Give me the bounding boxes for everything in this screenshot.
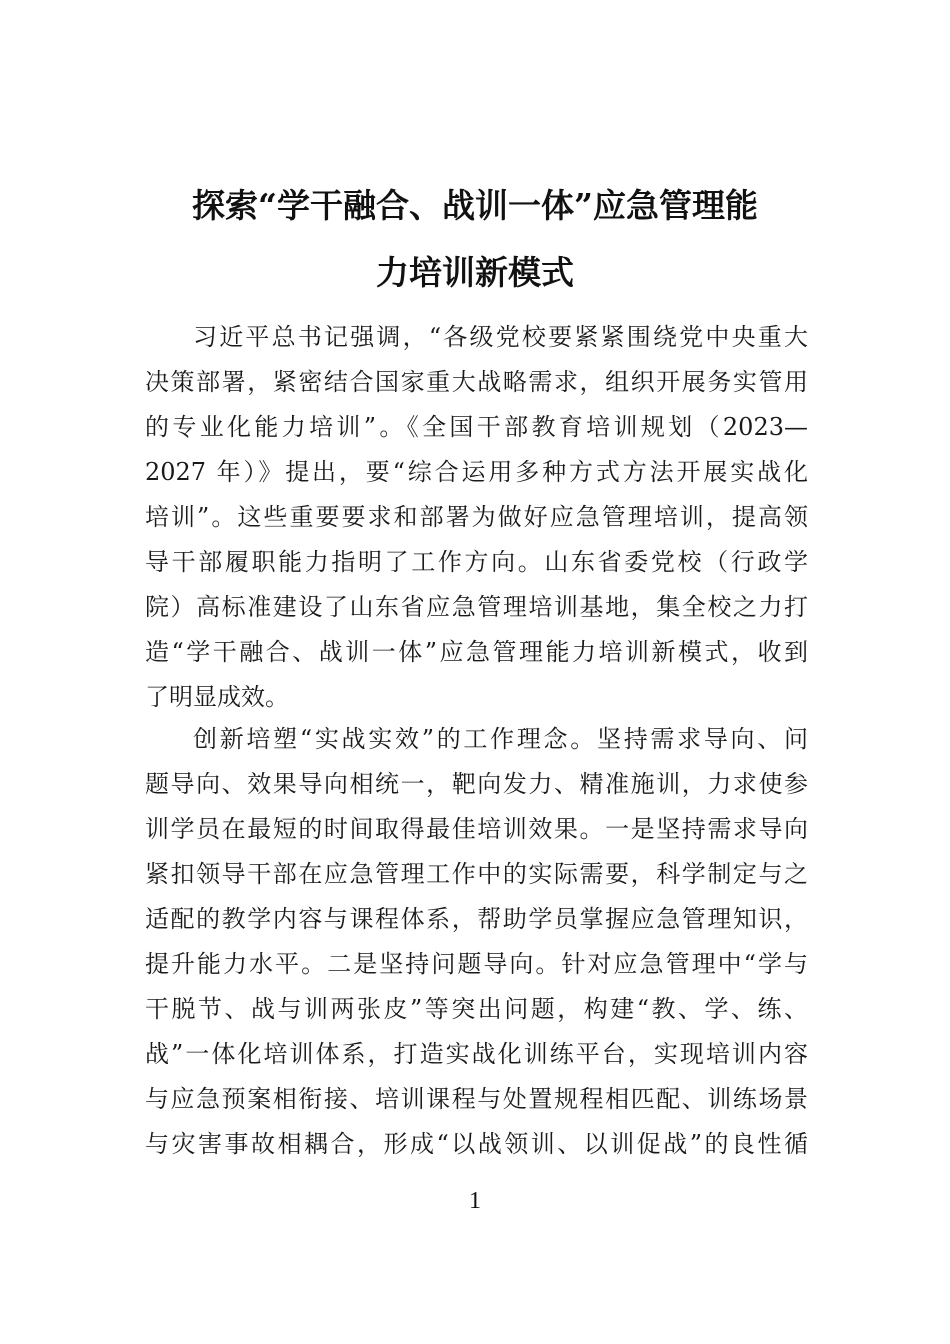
text-line: 习近平总书记强调，“各级党校要紧紧围绕党中央重大	[193, 323, 808, 351]
page-number: 1	[469, 1188, 481, 1214]
text-line: 与灾害事故相耦合，形成“以战领训、以训促战”的良性循	[145, 1130, 808, 1158]
text-line: 造“学干融合、战训一体”应急管理能力培训新模式，收到	[145, 638, 808, 666]
text-line: 与应急预案相衔接、培训课程与处置规程相匹配、训练场景	[145, 1085, 808, 1113]
document-title-line-2: 力培训新模式	[376, 253, 574, 292]
text-line: 导干部履职能力指明了工作方向。山东省委党校（行政学	[145, 548, 808, 576]
text-line: 干脱节、战与训两张皮”等突出问题，构建“教、学、练、	[145, 995, 808, 1023]
text-line: 2027 年）》提出，要“综合运用多种方式方法开展实战化	[145, 458, 808, 486]
text-line: 战”一体化培训体系，打造实战化训练平台，实现培训内容	[145, 1040, 808, 1068]
text-line: 紧扣领导干部在应急管理工作中的实际需要，科学制定与之	[145, 860, 808, 888]
text-line: 培训”。这些重要要求和部署为做好应急管理培训，提高领	[145, 503, 808, 531]
text-line: 决策部署，紧密结合国家重大战略需求，组织开展务实管用	[145, 368, 808, 396]
text-line: 院）高标准建设了山东省应急管理培训基地，集全校之力打	[145, 593, 808, 621]
text-line: 创新培塑“实战实效”的工作理念。坚持需求导向、问	[193, 725, 808, 753]
text-line: 提升能力水平。二是坚持问题导向。针对应急管理中“学与	[145, 950, 808, 978]
text-line: 了明显成效。	[145, 683, 289, 711]
text-line: 训学员在最短的时间取得最佳培训效果。一是坚持需求导向	[145, 815, 808, 843]
text-line: 适配的教学内容与课程体系，帮助学员掌握应急管理知识，	[145, 905, 808, 933]
text-line: 题导向、效果导向相统一，靶向发力、精准施训，力求使参	[145, 770, 808, 798]
document-title-line-1: 探索“学干融合、战训一体”应急管理能	[192, 186, 758, 225]
text-line: 的专业化能力培训”。《全国干部教育培训规划（2023—	[145, 413, 808, 441]
